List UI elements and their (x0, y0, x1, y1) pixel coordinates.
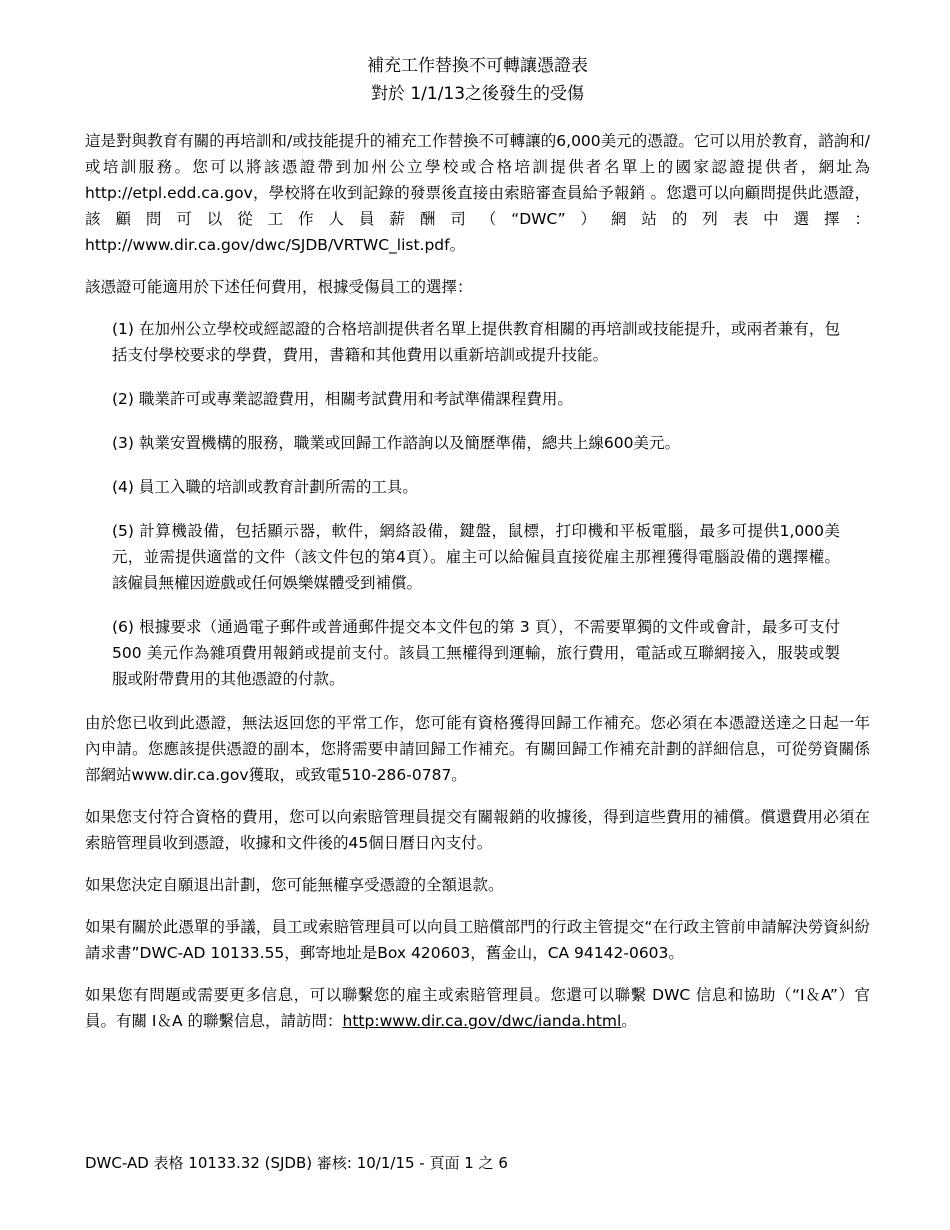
list-item-2: (2) 職業許可或專業認證費用，相關考試費用和考試準備課程費用。 (112, 390, 573, 408)
title-line-1: 補充工作替換不可轉讓憑證表 (367, 56, 588, 76)
return-to-work-paragraph: 由於您已收到此憑證，無法返回您的平常工作，您可能有資格獲得回歸工作補充。您必須在本憑證送達之日起一年內申請。您應該提供憑證的副本，您將需要申請回歸工作補充。有關回歸工作補充計劃的詳細信息，可從勞資關係部網站www.dir.ca.gov獲取，或致電510-286-0787。 (85, 714, 870, 784)
title-line-2: 對於 1/1/13之後發生的受傷 (370, 84, 585, 104)
list-item-3: (3) 執業安置機構的服務，職業或回歸工作諮詢以及簡歷準備，總共上線600美元。 (112, 434, 680, 452)
document-page (85, 52, 870, 1050)
reimbursement-paragraph: 如果您支付符合資格的費用，您可以向索賠管理員提交有關報銷的收據後，得到這些費用的補償。償還費用必須在索賠管理員收到憑證，收據和文件後的45個日曆日內支付。 (85, 808, 870, 852)
contact-end: 。 (621, 1012, 637, 1030)
contact-text: 如果您有問題或需要更多信息，可以聯繫您的雇主或索賠管理員。您還可以聯繫 DWC 信息和協助（“I＆A”）官員。有關 I＆A 的聯繫信息，請訪問： (85, 986, 870, 1030)
page-footer: DWC-AD 表格 10133.32 (SJDB) 審核: 10/1/15 - 頁面 1 之 6 (85, 1154, 508, 1172)
list-item-6: (6) 根據要求（通過電子郵件或普通郵件提交本文件包的第 3 頁），不需要單獨的文件或會計，最多可支付 500 美元作為雜項費用報銷或提前支付。該員工無權得到運輸，旅行費用，電話或互聯網接入，服裝或製服或附帶費用的其他憑證的付款。 (112, 618, 840, 688)
applies-intro: 該憑證可能適用於下述任何費用，根據受傷員工的選擇： (85, 278, 473, 296)
opt-out-paragraph: 如果您決定自願退出計劃，您可能無權享受憑證的全額退款。 (85, 876, 504, 894)
dispute-paragraph: 如果有關於此憑單的爭議，員工或索賠管理員可以向員工賠償部門的行政主管提交“在行政主管前申請解決勞資糾紛請求書”DWC-AD 10133.55，郵寄地址是Box 420603，舊金山，CA 94142-0603。 (85, 918, 870, 962)
intro-paragraph: 這是對與教育有關的再培訓和/或技能提升的補充工作替換不可轉讓的6,000美元的憑證。它可以用於教育，諮詢和/或培訓服務。您可以將該憑證帶到加州公立學校或合格培訓提供者名單上的國家認證提供者，網址為http://etpl.edd.ca.gov，學校將在收到記錄的發票後直接由索賠審查員給予報銷 。您還可以向顧問提供此憑證，該顧問可以從工作人員薪酬司（“DWC”）網站的列表中選擇：http://www.dir.ca.gov/dwc/SJDB/VRTWC_list.pdf。 (85, 132, 870, 254)
list-item-1: (1) 在加州公立學校或經認證的合格培訓提供者名單上提供教育相關的再培訓或技能提升，或兩者兼有，包括支付學校要求的學費，費用，書籍和其他費用以重新培訓或提升技能。 (112, 320, 840, 364)
list-item-4: (4) 員工入職的培訓或教育計劃所需的工具。 (112, 478, 418, 496)
ianda-link[interactable]: http:www.dir.ca.gov/dwc/ianda.html (342, 1012, 622, 1030)
list-item-5: (5) 計算機設備，包括顯示器，軟件，網絡設備，鍵盤，鼠標，打印機和平板電腦，最多可提供1,000美元，並需提供適當的文件（該文件包的第4頁）。雇主可以給僱員直接從雇主那裡獲得電腦設備的選擇權。該僱員無權因遊戲或任何娛樂媒體受到補償。 (112, 522, 840, 592)
contact-paragraph (85, 982, 870, 1034)
document-title (85, 52, 870, 108)
